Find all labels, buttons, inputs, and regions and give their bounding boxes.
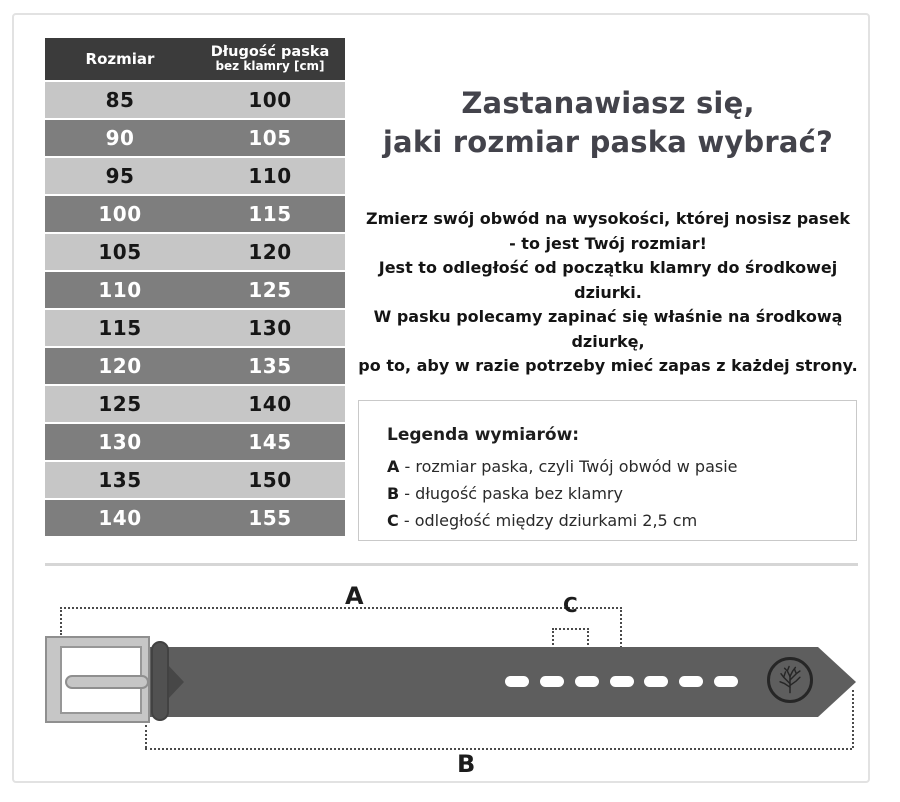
belt-hole [540, 676, 564, 687]
size-cell: 135 [98, 468, 142, 492]
legend-text-c: - odległość między dziurkami 2,5 cm [403, 511, 698, 530]
dimension-line-a-left-drop [60, 607, 62, 635]
legend-box [358, 400, 857, 541]
size-cell: 115 [98, 316, 142, 340]
belt-strap [150, 647, 856, 717]
tree-logo-icon [767, 657, 813, 703]
legend-letter-b: B [387, 484, 400, 503]
legend-item-a [387, 453, 738, 480]
length-cell: 130 [248, 316, 292, 340]
size-cell: 90 [105, 126, 135, 150]
instruction-line: - to jest Twój rozmiar! [509, 233, 707, 253]
legend-item-c [387, 507, 738, 534]
table-row [45, 462, 345, 498]
length-cell: 135 [248, 354, 292, 378]
page-title-line2: jaki rozmiar paska wybrać? [382, 125, 834, 159]
length-cell: 125 [248, 278, 292, 302]
measuring-instructions [350, 207, 866, 379]
length-cell: 110 [248, 164, 292, 188]
size-table-header [45, 38, 345, 80]
instruction-line: po to, aby w razie potrzeby mieć zapas z każdej strony. [358, 356, 858, 375]
length-cell: 120 [248, 240, 292, 264]
belt-free-end-tip [167, 664, 184, 700]
dimension-line-b [145, 748, 852, 750]
dimension-label-a: A [345, 582, 364, 610]
dimension-line-c [552, 628, 589, 630]
length-cell: 145 [248, 430, 292, 454]
belt-keeper-loop [151, 641, 169, 721]
instruction-line: Zmierz swój obwód na wysokości, której nosisz pasek [366, 209, 850, 228]
size-cell: 105 [98, 240, 142, 264]
header-length-line2: bez klamry [cm] [215, 59, 325, 74]
table-row [45, 82, 345, 118]
horizontal-divider [45, 563, 858, 566]
table-row [45, 424, 345, 460]
table-row [45, 310, 345, 346]
belt-hole [679, 676, 703, 687]
dimension-line-a [60, 607, 622, 609]
dimension-line-b-right-rise [852, 690, 854, 748]
legend-title: Legenda wymiarów: [387, 425, 580, 445]
table-row [45, 386, 345, 422]
length-cell: 115 [248, 202, 292, 226]
table-row [45, 272, 345, 308]
legend-letter-c: C [387, 511, 399, 530]
size-cell: 100 [98, 202, 142, 226]
belt-hole [575, 676, 599, 687]
table-row [45, 348, 345, 384]
length-cell: 100 [248, 88, 292, 112]
size-cell: 110 [98, 278, 142, 302]
page-title-line1: Zastanawiasz się, [461, 86, 755, 120]
size-cell: 130 [98, 430, 142, 454]
dimension-label-b: B [457, 750, 476, 778]
belt-hole [644, 676, 668, 687]
legend-text-a: - rozmiar paska, czyli Twój obwód w pasie [404, 457, 738, 476]
size-table [45, 38, 345, 538]
header-col-rozmiar: Rozmiar [85, 50, 155, 68]
legend-text-b: - długość paska bez klamry [404, 484, 623, 503]
belt-buckle-pin [65, 675, 149, 689]
table-row [45, 158, 345, 194]
legend-items [387, 453, 738, 534]
dimension-line-b-left-rise [145, 725, 147, 748]
page-title [350, 84, 866, 162]
belt-hole [714, 676, 738, 687]
size-cell: 120 [98, 354, 142, 378]
header-length-line1: Długość paska [210, 43, 330, 60]
size-cell: 125 [98, 392, 142, 416]
size-cell: 140 [98, 506, 142, 530]
size-cell: 95 [105, 164, 135, 188]
legend-item-b [387, 480, 738, 507]
belt-hole [505, 676, 529, 687]
length-cell: 150 [248, 468, 292, 492]
dimension-label-c: C [563, 593, 578, 617]
instruction-line: W pasku polecamy zapinać się właśnie na środkową dziurkę, [373, 307, 843, 351]
length-cell: 140 [248, 392, 292, 416]
belt-buckle [45, 636, 150, 723]
table-row [45, 196, 345, 232]
header-col-length [195, 44, 345, 74]
instruction-line: Jest to odległość od początku klamry do środkowej dziurki. [378, 258, 838, 302]
length-cell: 105 [248, 126, 292, 150]
length-cell: 155 [248, 506, 292, 530]
table-row [45, 120, 345, 156]
table-row [45, 500, 345, 536]
size-cell: 85 [105, 88, 135, 112]
legend-letter-a: A [387, 457, 400, 476]
belt-hole [610, 676, 634, 687]
table-row [45, 234, 345, 270]
